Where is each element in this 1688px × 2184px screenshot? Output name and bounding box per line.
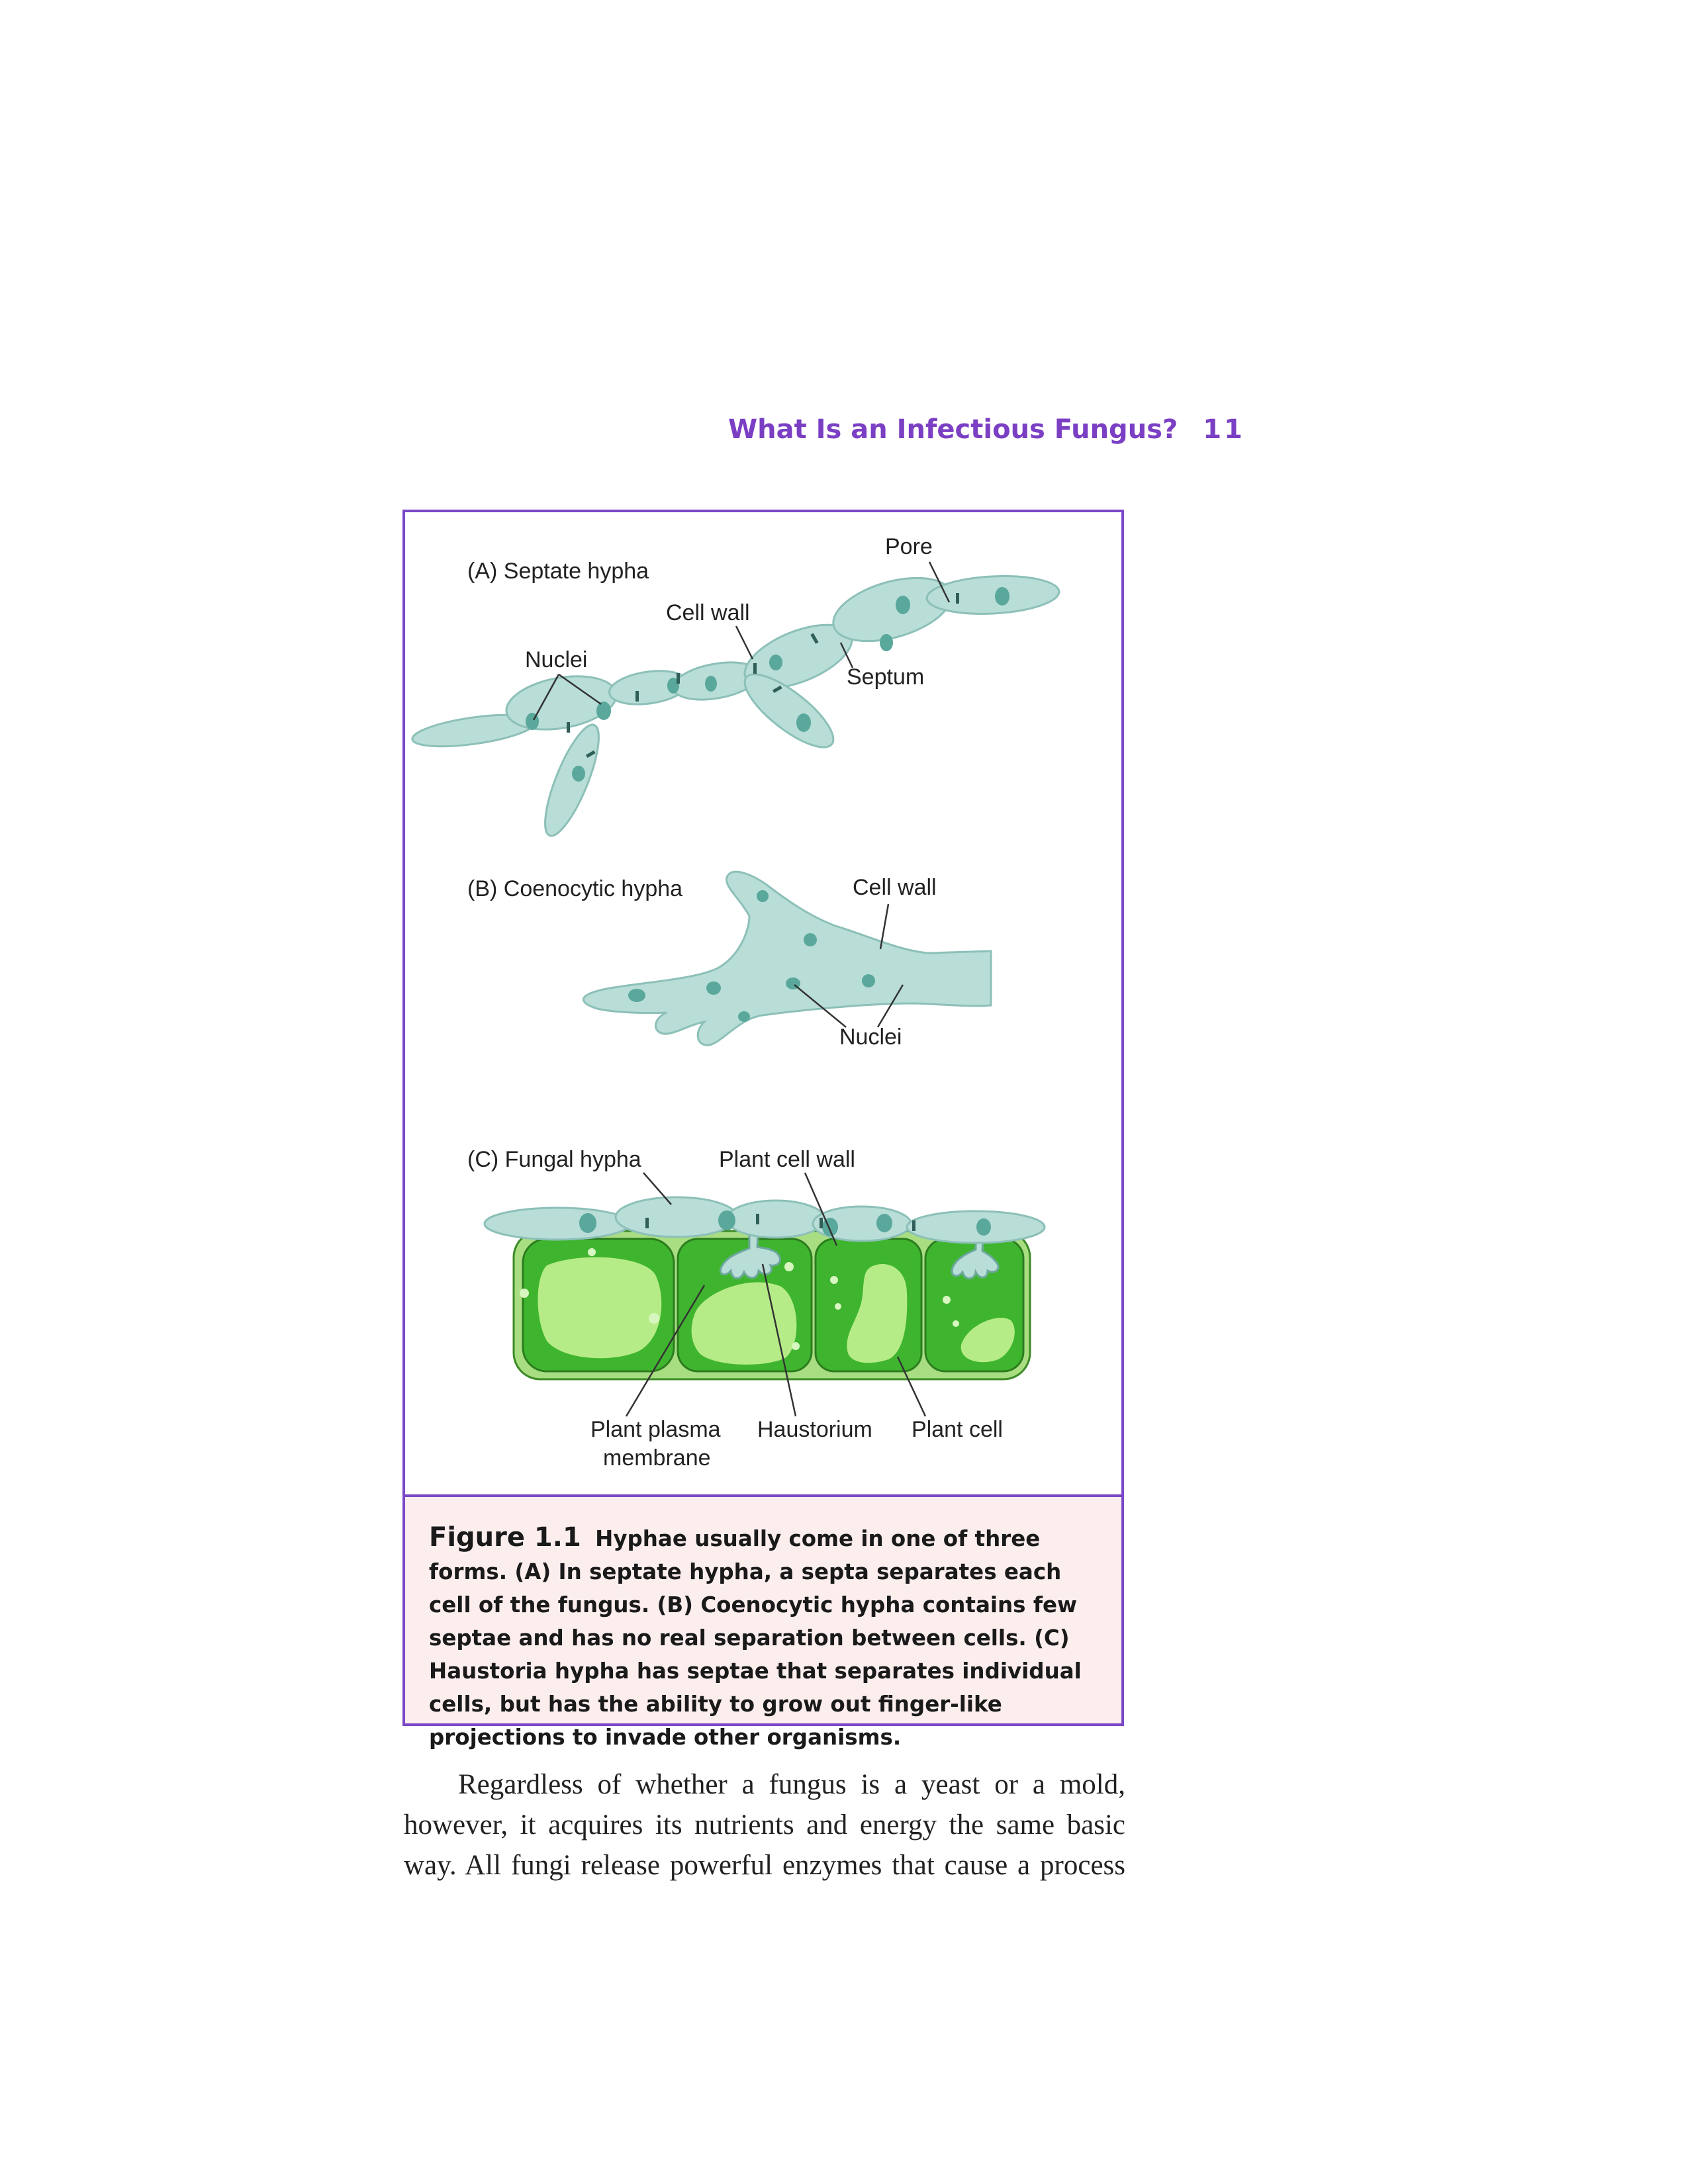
running-head [728,414,1245,454]
figure-label: Figure 1.1 [429,1522,581,1553]
panel-a-title: (A) Septate hypha [467,559,649,584]
label-nuclei-b: Nuclei [839,1024,902,1050]
figure-caption [405,1494,1121,1750]
page-number: 11 [1203,414,1245,445]
plant-cells-drawing [514,1222,1030,1379]
label-cell-wall-b: Cell wall [853,875,937,900]
label-septum: Septum [847,664,925,690]
label-cell-wall-a: Cell wall [666,600,750,625]
label-plant-cell: Plant cell [912,1417,1003,1442]
chapter-title: What Is an Infectious Fungus? [728,414,1178,445]
label-pore: Pore [885,534,933,559]
panel-a-septate-hypha [410,534,1060,841]
panel-b-coenocytic-hypha [467,872,991,1050]
figure-box [402,510,1124,1750]
label-plant-plasma-line2: membrane [603,1445,711,1471]
body-paragraph: Regardless of whether a fungus is a yeast or a mold, however, it acquires its nutrients and energy the same basic way. All fungi release powerful enzymes that cause a process [404,1769,1125,1881]
fungal-hypha-drawing [485,1197,1045,1243]
label-plant-plasma-line1: Plant plasma [590,1417,721,1442]
label-nuclei-a: Nuclei [525,647,588,672]
panel-c-title: (C) Fungal hypha [467,1147,641,1172]
label-plant-cell-wall: Plant cell wall [719,1147,855,1172]
figure-illustration [405,512,1121,1492]
caption-text: Hyphae usually come in one of three forms. (A) In septate hypha, a septa separates each cell of the fungus. (B) Coenocytic hypha contains few septae and has no real separation between cells. (C) Haustoria hypha has septae that separates individual cells, but has the ability to grow out finger-like projections to invade other organisms. [429,1526,1082,1750]
label-haustorium: Haustorium [757,1417,872,1442]
panel-c-fungal-hypha [467,1147,1045,1471]
panel-b-title: (B) Coenocytic hypha [467,876,683,901]
